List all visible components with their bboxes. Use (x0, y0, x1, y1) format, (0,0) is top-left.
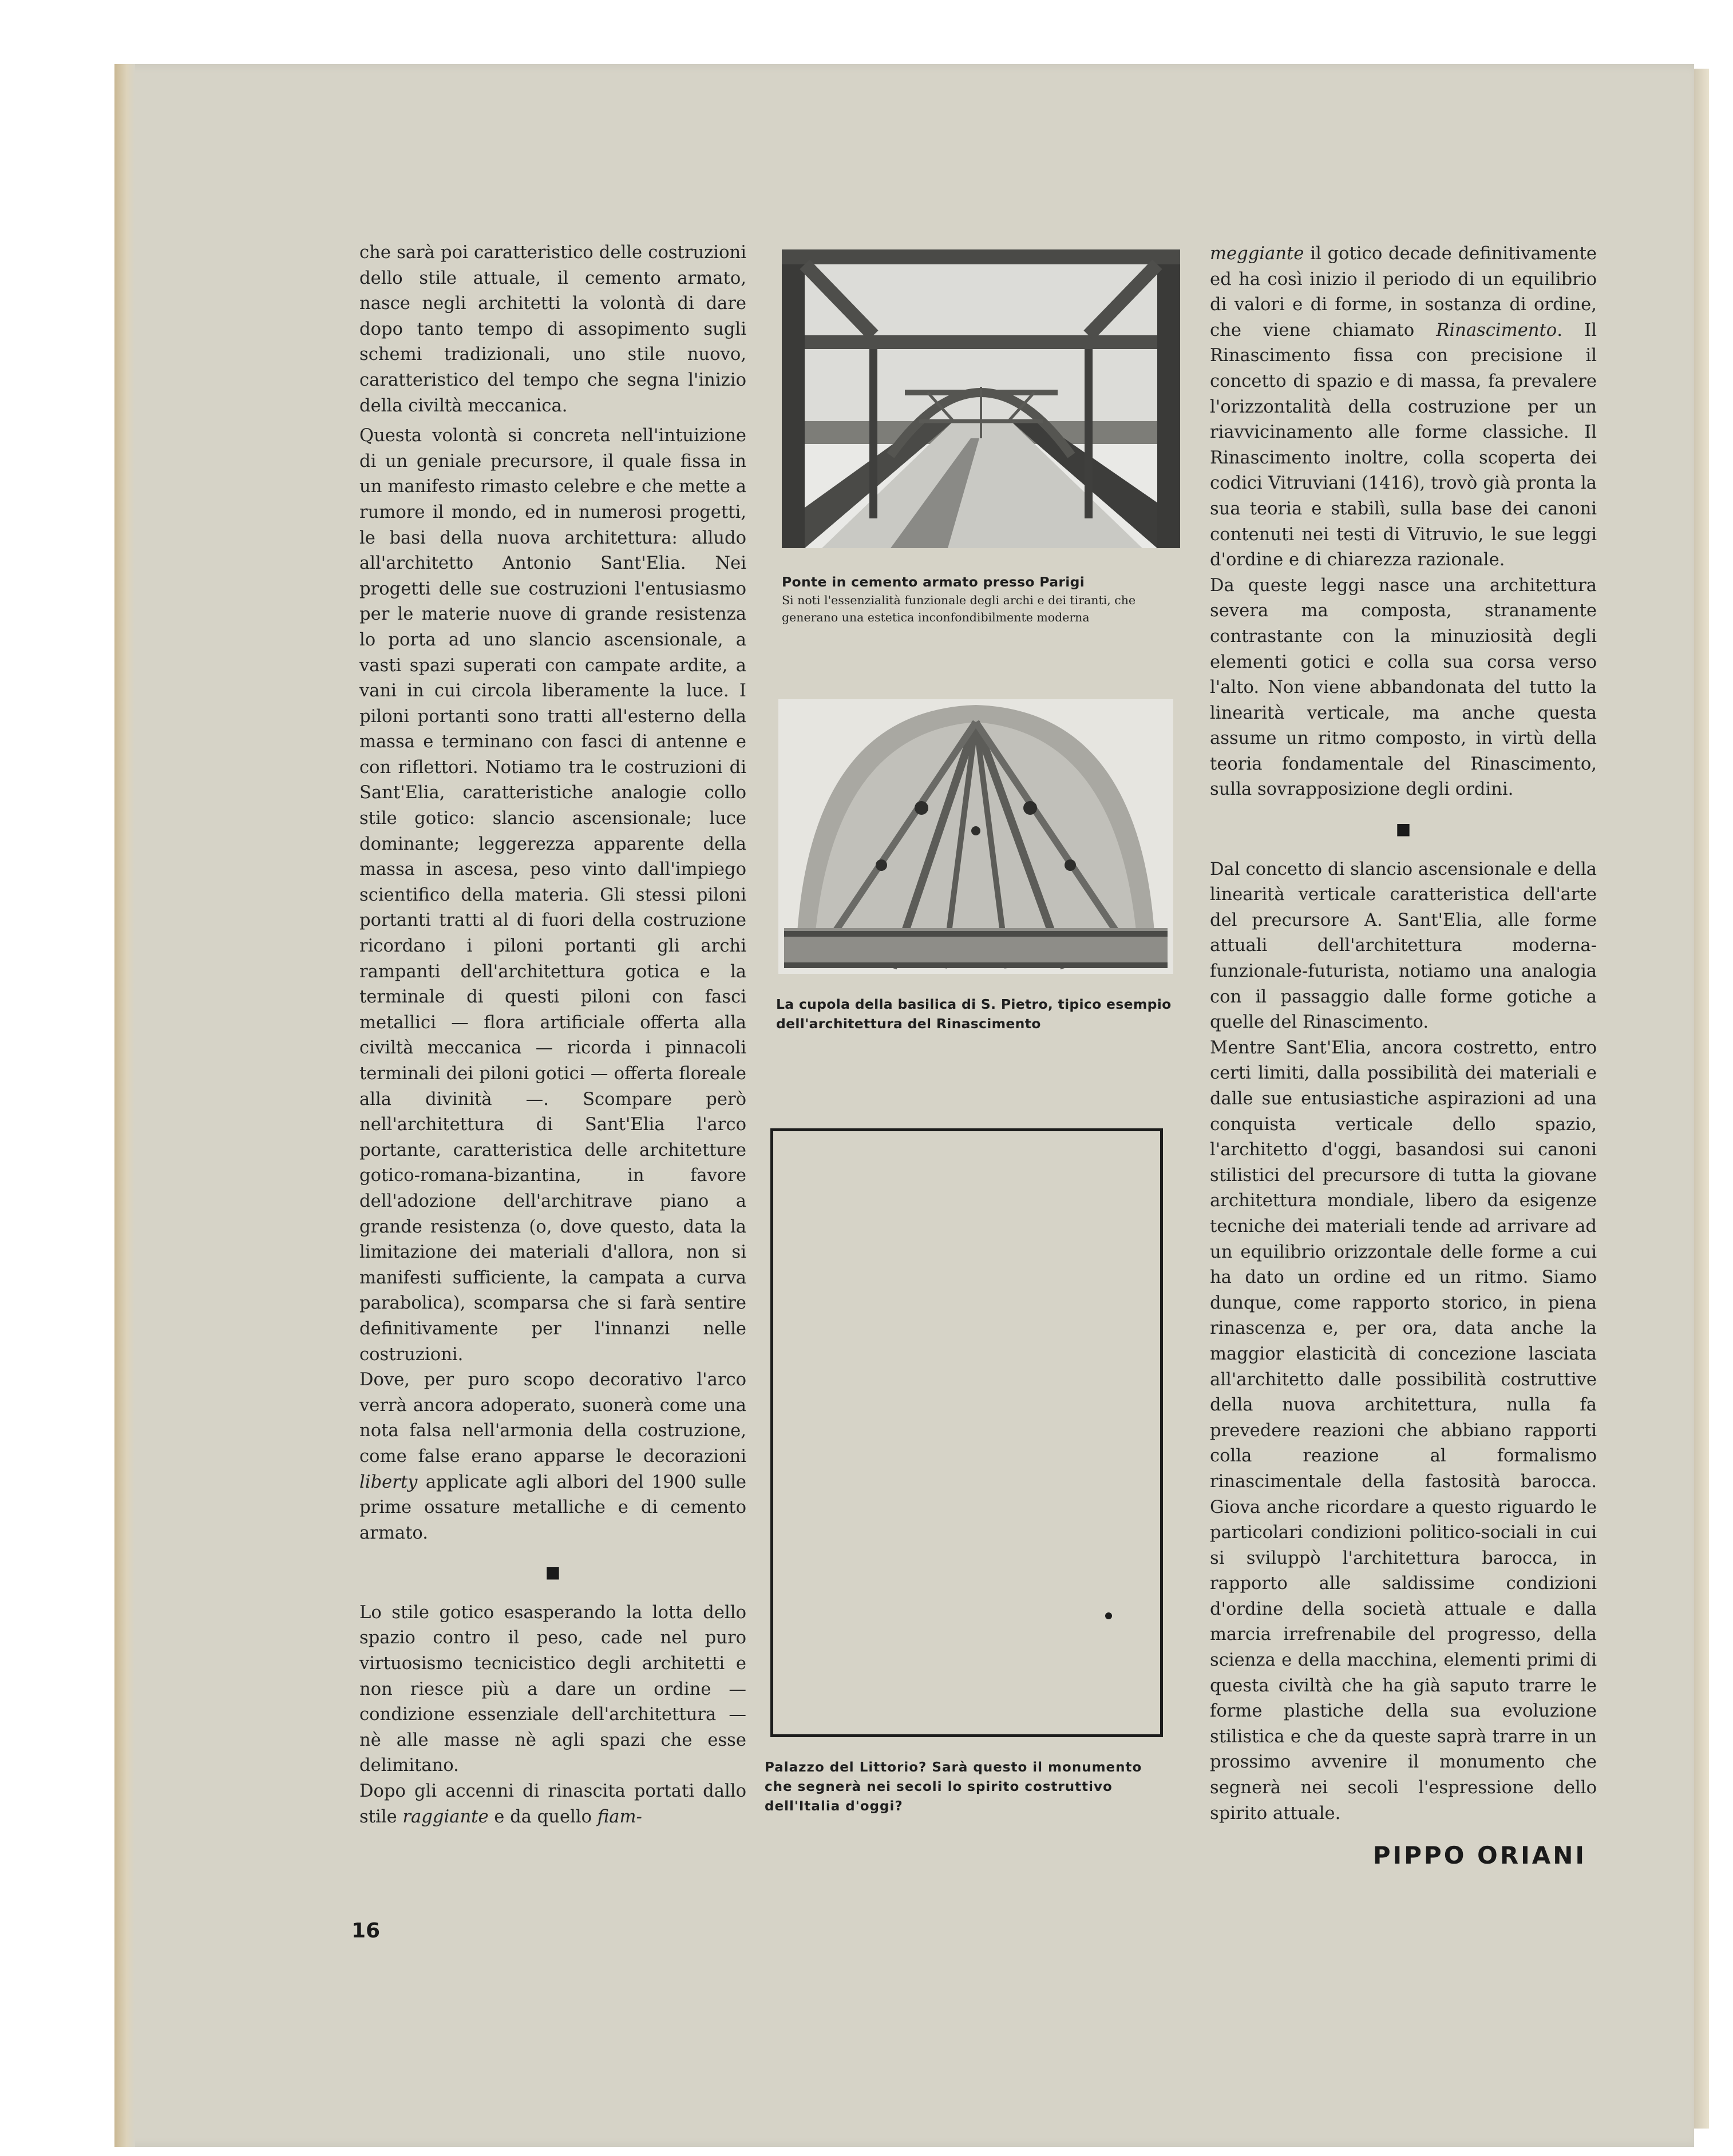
paragraph: Dove, per puro scopo decorativo l'arco verrà ancora adoperato, suonerà come una nota falsa nell'armonia della costruzione, come false erano apparse le decorazioni liberty applicate agli albori del 1900 sulle prime ossature metalliche e di cemento armato. (359, 1370, 746, 1543)
frame-dot (1105, 1612, 1112, 1619)
caption-subtitle: Si noti l'essenzialità funzionale degli archi e dei tiranti, che generano una estetica inconfondibilmente moderna (782, 593, 1136, 624)
caption-title: La cupola della basilica di S. Pietro, tipico esempio dell'architettura del Rinascimento (776, 996, 1172, 1032)
page-binding-edge (114, 64, 135, 2147)
dome-caption (776, 994, 1177, 1033)
paragraph: meggiante il gotico decade definitivamente ed ha così inizio il periodo di un equilibrio di valori e di forme, in sostanza di ordine, che viene chiamato Rinascimento. Il Rinascimento fissa con precisione il concetto di spazio e di massa, fa prevalere l'orizzontalità della costruzione per un riavvicinamento alle forme classiche. Il Rinascimento inoltre, colla scoperta dei codici Vitruviani (1416), trovò già pronta la sua teoria e stabilì, sulla base dei canoni contenuti nei testi di Vitruvio, le sue leggi d'ordine e di chiarezza razionale. (1210, 244, 1597, 570)
frame-caption: Palazzo del Littorio? Sarà questo il monumento che segnerà nei secoli lo spirito costruttivo dell'Italia d'oggi? (765, 1760, 1142, 1814)
paragraph: Da queste leggi nasce una architettura severa ma composta, stranamente contrastante con la minuziosità degli elementi gotici e colla sua corsa verso l'alto. Non viene abbandonata del tutto la linearità verticale, ma anche questa assume un ritmo composto, in virtù della teoria fondamentale del Rinascimento, sulla sovrapposizione degli ordini. (1210, 575, 1597, 800)
empty-image-frame (770, 1128, 1163, 1737)
dome-photo (778, 699, 1173, 974)
paragraph: Questa volontà si concreta nell'intuizione di un geniale precursore, il quale fissa in un manifesto rimasto celebre e che mette a rumore il mondo, ed in numerosi progetti, le basi della nuova architettura: alludo all'architetto Antonio Sant'Elia. Nei progetti delle sue costruzioni l'entusiasmo per le materie nuove di grande resistenza lo porta ad uno slancio ascensionale, a vasti spazi superati con campate ardite, a vani in cui circola liberamente la luce. I piloni portanti sono tratti all'esterno della massa e terminano con fasci di antenne e con riflettori. Notiamo tra le costruzioni di Sant'Elia, caratteristiche analogie collo stile gotico: slancio ascensionale; luce dominante; leggerezza apparente della massa in ascesa, peso vinto dall'impiego scientifico della materia. Gli stessi piloni portanti tratti al di fuori della costruzione ricordano i piloni portanti gli archi rampanti dell'architettura gotica e la terminale di questi piloni con fasci metallici — flora artificiale offerta alla civiltà meccanica — ricorda i pinnacoli terminali dei piloni gotici — offerta floreale alla divinità —. Scompare però nell'architettura di Sant'Elia l'arco portante, caratteristica delle architetture gotico-romana-bizantina, in favore dell'adozione dell'architrave piano a grande resistenza (o, dove questo, data la limitazione dei materiali d'allora, non si manifesti sufficiente, la campata a curva parabolica), scomparsa che si farà sentire definitivamente per l'innanzi nelle costruzioni. (359, 426, 746, 1365)
page-number: 16 (351, 1919, 381, 1943)
paragraph: Dopo gli accenni di rinascita portati dallo stile raggiante e da quello fiam- (359, 1781, 746, 1827)
author-signature: PIPPO ORIANI (1372, 1841, 1586, 1869)
article-column-left (359, 240, 746, 1830)
bridge-caption (782, 572, 1177, 626)
section-separator: ■ (545, 1563, 561, 1582)
caption-title: Ponte in cemento armato presso Parigi (782, 574, 1085, 590)
article-column-right (1210, 241, 1597, 1826)
bridge-photo (782, 249, 1180, 548)
paragraph: Lo stile gotico esasperando la lotta dello spazio contro il peso, cade nel puro virtuosismo tecnicistico degli architetti e non riesce più a dare un ordine — condizione essenziale dell'architettura — nè alle masse nè agli spazi che esse delimitano. (359, 1602, 746, 1776)
section-separator: ■ (1395, 819, 1411, 839)
paragraph: Mentre Sant'Elia, ancora costretto, entro certi limiti, dalla possibilità dei materiali e dalle sue entusiastiche aspirazioni ad una conquista verticale dello spazio, l'architetto d'oggi, basandosi sui canoni stilistici del precursore di tutta la giovane architettura mondiale, libero da esigenze tecniche dei materiali tende ad arrivare ad un equilibrio orizzontale delle forme a cui ha dato un ordine ed un ritmo. Siamo dunque, come rapporto storico, in piena rinascenza e, per ora, data anche la maggior elasticità di concezione lasciata all'architetto dalle possibilità costruttive della nuova architettura, nulla fa prevedere reazioni che abbiano rapporti colla reazione al formalismo rinascimentale della fastosità barocca. Giova anche ricordare a questo riguardo le particolari condizioni politico-sociali in cui si sviluppò l'architettura barocca, in rapporto alle saldissime condizioni d'ordine della società attuale e dalla marcia irrefrenabile del progresso, della scienza e della macchina, elementi primi di questa civiltà che ha già saputo trarre le forme plastiche della sua evoluzione stilistica e che da queste saprà trarre in un prossimo avvenire il monumento che segnerà nei secoli l'espressione dello spirito attuale. (1210, 1037, 1597, 1824)
next-page-edge (1694, 69, 1709, 2129)
paragraph: che sarà poi caratteristico delle costruzioni dello stile attuale, il cemento armato, nasce negli architetti la volontà di dare dopo tanto tempo di assopimento sugli schemi tradizionali, uno stile nuovo, caratteristico del tempo che segna l'inizio della civiltà meccanica. (359, 243, 746, 416)
paragraph: Dal concetto di slancio ascensionale e della linearità verticale caratteristica dell'arte del precursore A. Sant'Elia, alle forme attuali dell'architettura moderna-funzionale-futurista, notiamo una analogia con il passaggio dalle forme gotiche a quelle del Rinascimento. (1210, 859, 1597, 1033)
